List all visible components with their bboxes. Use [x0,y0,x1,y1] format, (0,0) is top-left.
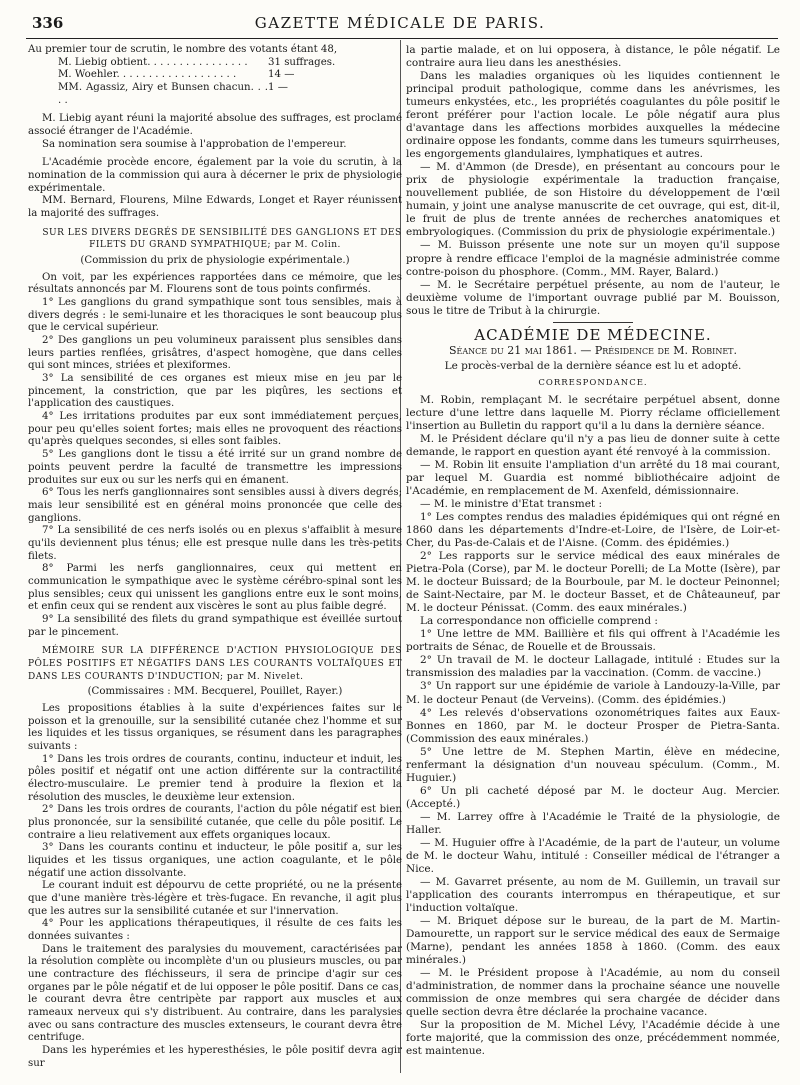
paragraph: 7° La sensibilité de ces nerfs isolés ou en plexus s'affaiblit à mesure qu'ils deviennent plus ténus; elle est presque nulle dans les très-petits filets. [28,525,402,562]
paragraph: 3° La sensibilité de ces organes est mieux mise en jeu par le pincement, la constriction, que par les piqûres, les sections et l'application des caustiques. [28,373,402,410]
paragraph: La correspondance non officielle comprend : [420,615,658,628]
paragraph: On voit, par les expériences rapportées dans ce mémoire, que les résultats annoncés par M. Flourens sont de tous points confirmés. [28,271,402,296]
paragraph: — M. d'Ammon (de Dresde), en présentant au concours pour le prix de physiologie expérimentale la traduction française, nouvellement publiée, de son Histoire du développement de l'œil humain, y joint une analyse manuscrite de cet ouvrage, qui est, dit-il, le fruit de plus de trente années de recherches anatomiques et embryologiques. (Commission du prix de physiologie expérimentale.) [406,161,780,239]
commission-note: (Commissaires : MM. Becquerel, Pouillet, Rayer.) [87,686,343,698]
commission-note: (Commission du prix de physiologie expérimentale.) [80,255,350,267]
paragraph: Sur la proposition de M. Michel Lévy, l'Académie décide à une forte majorité, que la commission des onze, précédemment nommée, est maintenue. [406,1019,780,1058]
paragraph: Les propositions établies à la suite d'expériences faites sur le poisson et la grenouille, sur la sensibilité cutanée chez l'homme et sur les liquides et les tissus organiques, se résument dans les paragraphes suivants : [28,702,402,752]
paragraph: 8° Parmi les nerfs ganglionnaires, ceux qui mettent en communication le sympathique avec le système cérébro-spinal sont les plus sensibles; ceux qui unissent les ganglions entre eux le sont moins, et enfin ceux qui se rendent aux viscères le sont au plus faible degré. [28,563,402,613]
paragraph: — M. le Président propose à l'Académie, au nom du conseil d'administration, de nommer dans la prochaine séance une nouvelle commission de onze membres qui sera chargée de décider dans quelle section devra être déclarée la prochaine vacance. [406,967,780,1019]
paragraph: 9° La sensibilité des filets du grand sympathique est éveillée surtout par le pincement. [28,613,402,638]
session-line: Séance du 21 mai 1861. — Présidence de M. Robinet. [448,343,738,357]
proces-verbal: Le procès-verbal de la dernière séance est lu et adopté. [444,359,742,372]
paragraph: Dans les maladies organiques où les liquides contiennent le principal produit pathologique, comme dans les anévrismes, les tumeurs enkystées, etc., les propriétés coagulantes du pôle positif le feront préférer pour l'action locale. Le pôle négatif aura plus d'avantage dans les affections morbides auxquelles la médecine ordinaire oppose les fondants, comme dans les tumeurs squirrheuses, les engorgements glandulaires, lymphatiques et autres. [406,70,780,161]
vote-name: M. Liebig obtient. . . . . . . . . . . . . . . . [58,56,248,68]
academy-title: ACADÉMIE DE MÉDECINE. [474,325,712,344]
header-rule [26,38,778,39]
paragraph: Le courant induit est dépourvu de cette propriété, ou ne la présente que d'une manière très-légère et très-fugace. En revanche, il agit plus que les autres sur la sensibilité cutanée et sur l'innervation. [28,880,402,917]
paragraph: 3° Dans les courants continu et inducteur, le pôle positif a, sur les liquides et les tissus organiques, une action coagulante, et le pôle négatif une action dissolvante. [28,842,402,879]
paragraph: M. Liebig ayant réuni la majorité absolue des suffrages, est proclamé associé étranger de l'Académie. [28,113,402,138]
paragraph: M. Robin, remplaçant M. le secrétaire perpétuel absent, donne lecture d'une lettre dans laquelle M. Piorry réclame officiellement l'insertion au Bulletin du rapport qu'il a lu dans la dernière séance. [406,393,780,432]
paragraph: 1° Dans les trois ordres de courants, continu, inducteur et induit, les pôles positif et négatif ont une action différente sur la contractilité électro-musculaire. Le premier tend à produire la flexion et la résolution des muscles, le deuxième leur extension. [28,753,402,803]
paragraph: 1° Les ganglions du grand sympathique sont tous sensibles, mais à divers degrés : le semi-lunaire et les thoraciques le sont beaucoup plus que le cervical supérieur. [28,297,402,334]
paragraph: — M. Robin lit ensuite l'ampliation d'un arrêté du 18 mai courant, par lequel M. Guardia est nommé bibliothécaire adjoint de l'Académie, en remplacement de M. Axenfeld, démissionnaire. [406,458,780,497]
paragraph: 3° Un rapport sur une épidémie de variole à Landouzy-la-Ville, par M. le docteur Penaut (de Verveins). (Comm. des épidémies.) [406,680,780,706]
paragraph: 1° Les comptes rendus des maladies épidémiques qui ont régné en 1860 dans les départements d'Indre-et-Loire, de l'Isère, de Loir-et-Cher, du Pas-de-Calais et de l'Aisne. (Comm. des épidémies.) [406,511,780,550]
journal-title: GAZETTE MÉDICALE DE PARIS. [254,14,546,32]
paragraph: 2° Les rapports sur le service médical des eaux minérales de Pietra-Pola (Corse), par M. le docteur Porelli; de La Motte (Isère), par M. le docteur Buissard; de la Bourboule, par M. le docteur Peinonnel; de Saint-Nectaire, par M. le docteur Basset, et de Châteauneuf, par M. le docteur Pénissat. (Comm. des eaux minérales.) [406,550,780,615]
correspondence-heading: CORRESPONDANCE. [538,377,648,388]
paragraph: 2° Un travail de M. le docteur Lallagade, intitulé : Etudes sur la transmission des maladies par la vaccination. (Comm. de vaccine.) [406,654,780,680]
paragraph: L'Académie procède encore, également par la voie du scrutin, à la nomination de la commission qui aura à décerner le prix de physiologie expérimentale. [28,157,402,194]
paragraph: — M. Gavarret présente, au nom de M. Guillemin, un travail sur l'application des courants interrompus en thérapeutique, et sur l'induction voltaïque. [406,875,780,914]
vote-row [58,82,358,107]
section-title: MÉMOIRE SUR LA DIFFÉRENCE D'ACTION PHYSIOLOGIQUE DES PÔLES POSITIFS ET NÉGATIFS DANS LES COURANTS VOLTAÏQUES ET DANS LES COURANTS D'INDUCTION; par M. Nivelet. [28,646,402,682]
vote-count: 14 — [268,69,295,81]
right-column [406,44,780,1058]
page-number: 336 [32,14,64,32]
paragraph: M. le Président déclare qu'il n'y a pas lieu de donner suite à cette demande, le rapport en question ayant été renvoyé à la commission. [406,432,780,458]
paragraph: 2° Dans les trois ordres de courants, l'action du pôle négatif est bien plus prononcée, sur la sensibilité cutanée, que celle du pôle positif. Le contraire a lieu relativement aux effets organiques locaux. [28,804,402,841]
vote-count: 1 — [268,82,288,94]
paragraph: — M. Huguier offre à l'Académie, de la part de l'auteur, un volume de M. le docteur Wahu, intitulé : Conseiller médical de l'étranger a Nice. [406,836,780,875]
vote-name: MM. Agassiz, Airy et Bunsen chacun. . . . . [58,82,268,106]
section-title: SUR LES DIVERS DEGRÉS DE SENSIBILITÉ DES GANGLIONS ET DES FILETS DU GRAND SYMPATHIQUE; par M. Colin. [42,227,402,251]
paragraph: Dans le traitement des paralysies du mouvement, caractérisées par la résolution complète ou incomplète d'un ou plusieurs muscles, ou par une contracture des fléchisseurs, il sera de principe d'agir sur ces organes par le pôle négatif et de lui opposer le pôle positif. Dans ce cas, le courant devra être centripète par rapport aux muscles et aux rameaux nerveux qui s'y distribuent. Au contraire, dans les paralysies avec ou sans contracture des muscles extenseurs, le courant devra être centrifuge. [28,943,402,1044]
paragraph: — M. le ministre d'Etat transmet : [420,498,603,511]
paragraph: 1° Une lettre de MM. Baillière et fils qui offrent à l'Académie les portraits de Sénac, de Rouelle et de Broussais. [406,628,780,654]
paragraph: 4° Les relevés d'observations ozonométriques faites aux Eaux-Bonnes en 1860, par M. le docteur Prosper de Pietra-Santa. (Commission des eaux minérales.) [406,706,780,745]
page-header [24,14,776,36]
paragraph: — M. Briquet dépose sur le bureau, de la part de M. Martin-Damourette, un rapport sur le service médical des eaux de Sermaige (Marne), pendant les années 1858 à 1860. (Comm. des eaux minérales.) [406,915,780,967]
vote-name: M. Woehler. . . . . . . . . . . . . . . . . . . [58,69,237,81]
vote-row [58,69,358,82]
vote-row [58,57,358,70]
paragraph: la partie malade, et on lui opposera, à distance, le pôle négatif. Le contraire aura lieu dans les anesthésies. [406,44,780,70]
paragraph: 2° Des ganglions un peu volumineux paraissent plus sensibles dans leurs parties renflées, grisâtres, d'aspect homogène, que dans celles qui sont minces, striées et plexiformes. [28,335,402,372]
paragraph: — M. Buisson présente une note sur un moyen qu'il suppose propre à rendre efficace l'emploi de la magnésie administrée comme contre-poison du phosphore. (Comm., MM. Rayer, Balard.) [406,239,780,278]
paragraph: — M. Larrey offre à l'Académie le Traité de la physiologie, de Haller. [406,810,780,836]
paragraph: 4° Pour les applications thérapeutiques, il résulte de ces faits les données suivantes : [28,918,402,943]
paragraph: MM. Bernard, Flourens, Milne Edwards, Longet et Rayer réunissent la majorité des suffrages. [28,195,402,220]
left-column [28,44,402,1070]
paragraph: 4° Les irritations produites par eux sont immédiatement perçues, pour peu qu'elles soient fortes; mais elles ne provoquent des réactions qu'après quelques secondes, si elles sont faibles. [28,411,402,448]
section-divider [553,322,633,323]
paragraph: 5° Une lettre de M. Stephen Martin, élève en médecine, renfermant la désignation d'un nouveau spéculum. (Comm., M. Huguier.) [406,745,780,784]
vote-count: 31 suffrages. [268,56,336,68]
paragraph: Sa nomination sera soumise à l'approbation de l'empereur. [42,138,347,150]
paragraph: — M. le Secrétaire perpétuel présente, au nom de l'auteur, le deuxième volume de l'important ouvrage publié par M. Bouisson, sous le titre de Tribut à la chirurgie. [406,278,780,317]
paragraph: 6° Un pli cacheté déposé par M. le docteur Aug. Mercier. (Accepté.) [406,784,780,810]
paragraph: Au premier tour de scrutin, le nombre des votants étant 48, [28,44,338,55]
paragraph: 5° Les ganglions dont le tissu a été irrité sur un grand nombre de points peuvent perdre la faculté de transmettre les impressions produites sur eux ou sur les nerfs qui en émanent. [28,449,402,486]
paragraph: 6° Tous les nerfs ganglionnaires sont sensibles aussi à divers degrés; mais leur sensibilité est en général moins prononcée que celle des ganglions. [28,487,402,524]
paragraph: Dans les hyperémies et les hyperesthésies, le pôle positif devra agir sur [28,1045,402,1069]
